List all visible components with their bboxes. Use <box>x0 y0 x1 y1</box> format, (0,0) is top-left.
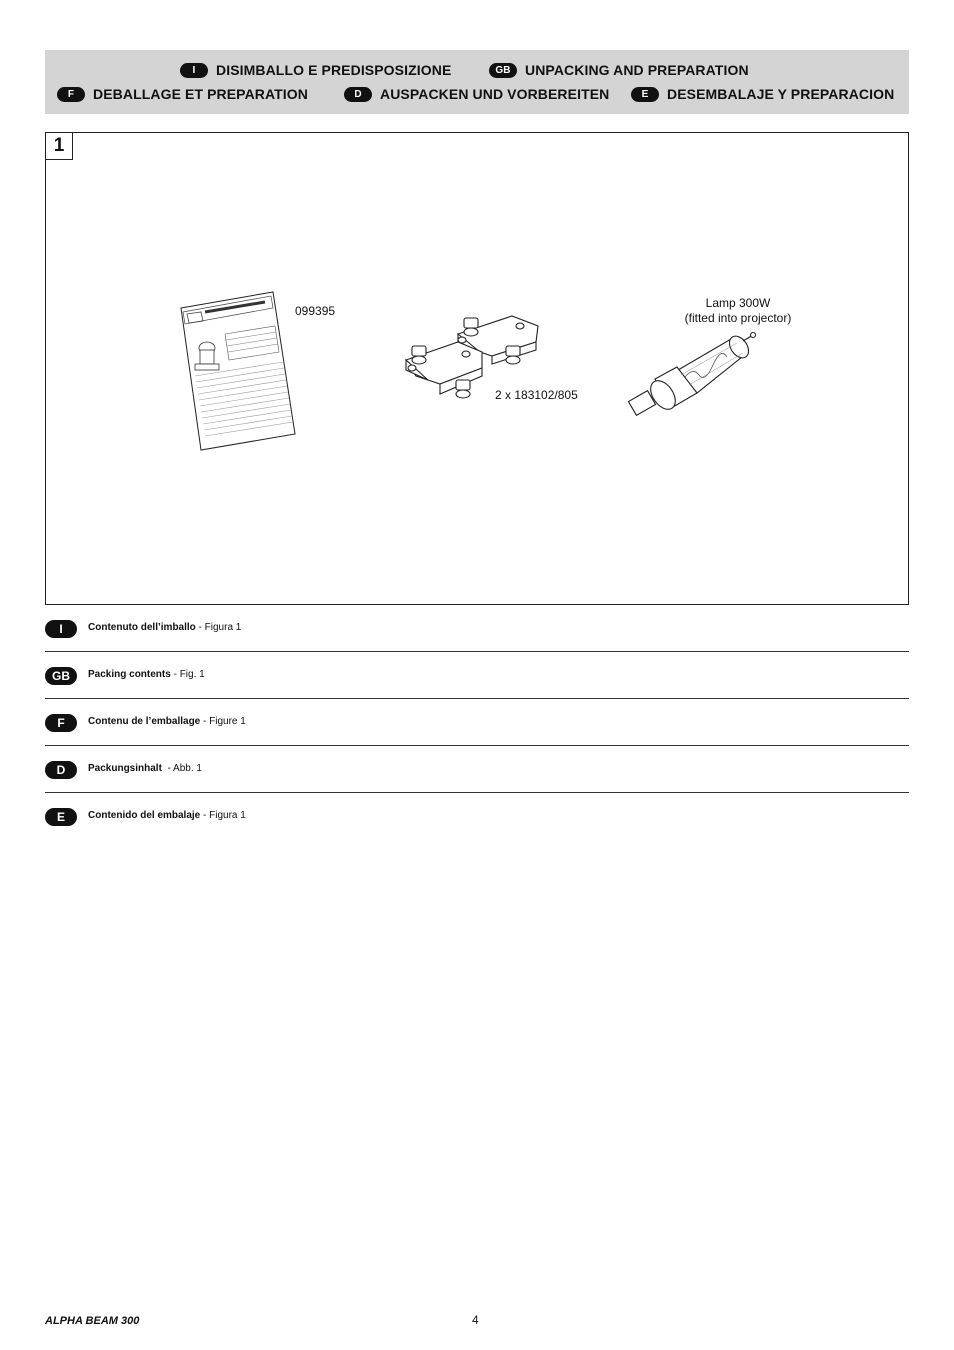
header-title-de: AUSPACKEN UND VORBEREITEN <box>380 86 610 102</box>
caption-divider <box>45 651 909 652</box>
lamp-label <box>653 296 823 326</box>
caption-rest-it: - Figura 1 <box>195 622 242 633</box>
caption-bold-de: Packungsinhalt <box>88 763 162 774</box>
language-badge-fr: F <box>57 87 85 102</box>
caption-divider <box>45 698 909 699</box>
language-badge-es: E <box>631 87 659 102</box>
brackets-code-label: 2 x 183102/805 <box>495 388 578 402</box>
caption-rest-es: - Figura 1 <box>200 810 246 821</box>
figure-number: 1 <box>46 133 73 160</box>
caption-rest-de: - Abb. 1 <box>161 763 202 774</box>
footer-product-name: ALPHA BEAM 300 <box>45 1315 140 1327</box>
language-badge-gb: GB <box>489 63 517 78</box>
caption-divider <box>45 792 909 793</box>
lamp-label-line2: (fitted into projector) <box>684 311 792 325</box>
caption-divider <box>45 745 909 746</box>
caption-text-de <box>88 763 202 774</box>
lamp-label-line1: Lamp 300W <box>705 296 771 310</box>
header-title-es: DESEMBALAJE Y PREPARACION <box>667 86 895 102</box>
caption-text-it <box>88 622 241 633</box>
caption-row-fr <box>45 714 909 761</box>
caption-text-fr <box>88 716 246 727</box>
caption-rest-gb: - Fig. 1 <box>170 669 205 680</box>
header-item-fr <box>57 86 308 102</box>
caption-row-gb <box>45 667 909 714</box>
header-item-de <box>344 86 609 102</box>
caption-badge-gb: GB <box>45 667 77 685</box>
header-title-gb: UNPACKING AND PREPARATION <box>525 62 749 78</box>
language-badge-it: I <box>180 63 208 78</box>
caption-row-es <box>45 808 909 855</box>
section-header-band <box>45 50 909 114</box>
caption-text-gb <box>88 669 205 680</box>
caption-badge-it: I <box>45 620 77 638</box>
caption-bold-it: Contenuto dell’imballo <box>88 622 196 633</box>
header-title-it: DISIMBALLO E PREDISPOSIZIONE <box>216 62 452 78</box>
header-item-es <box>631 86 894 102</box>
header-item-it <box>180 62 451 78</box>
manual-code-label: 099395 <box>295 304 336 318</box>
caption-badge-fr: F <box>45 714 77 732</box>
caption-bold-gb: Packing contents <box>88 669 171 680</box>
caption-text-es <box>88 810 246 821</box>
caption-badge-de: D <box>45 761 77 779</box>
caption-row-de <box>45 761 909 808</box>
caption-badge-es: E <box>45 808 77 826</box>
caption-bold-es: Contenido del embalaje <box>88 810 201 821</box>
caption-rest-fr: - Figure 1 <box>200 716 246 727</box>
caption-bold-fr: Contenu de l’emballage <box>88 716 201 727</box>
lamp-illustration <box>625 333 760 428</box>
header-title-fr: DEBALLAGE ET PREPARATION <box>93 86 308 102</box>
page-number: 4 <box>472 1313 479 1327</box>
manual-booklet-illustration <box>175 288 300 453</box>
language-badge-de: D <box>344 87 372 102</box>
header-item-gb <box>489 62 749 78</box>
caption-row-it <box>45 620 909 667</box>
